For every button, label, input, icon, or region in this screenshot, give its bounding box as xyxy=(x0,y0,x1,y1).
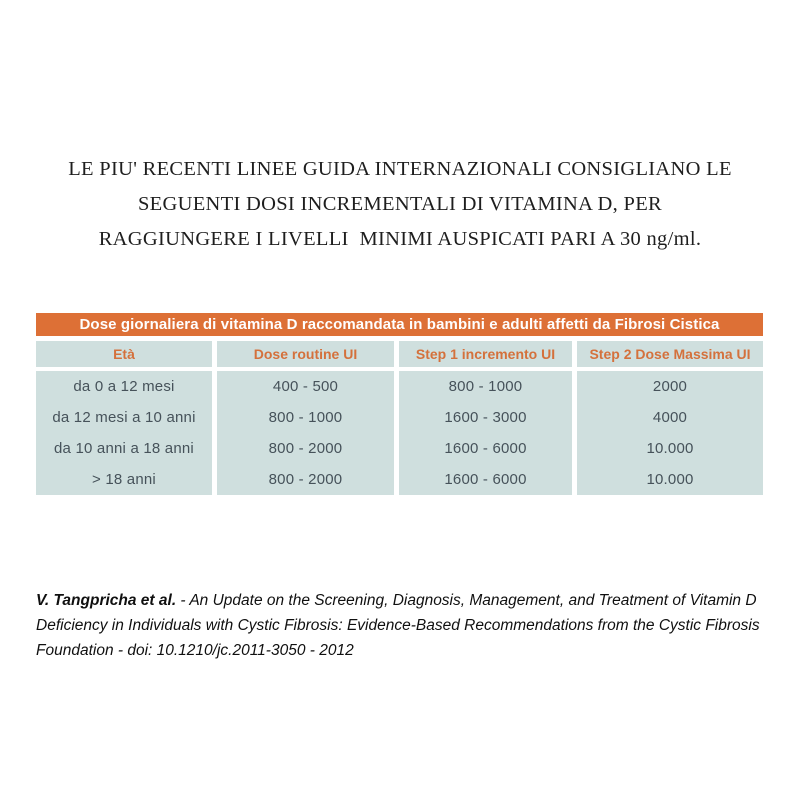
table-cell: 800 - 2000 xyxy=(217,464,394,495)
table-cell: da 12 mesi a 10 anni xyxy=(36,402,212,433)
column-header-step1: Step 1 incremento UI xyxy=(399,341,572,367)
page-title xyxy=(0,152,800,257)
table-cell: 10.000 xyxy=(577,464,763,495)
table-body xyxy=(36,371,763,495)
citation xyxy=(36,588,770,663)
table-cell: 800 - 2000 xyxy=(217,433,394,464)
table-cell: > 18 anni xyxy=(36,464,212,495)
table-banner: Dose giornaliera di vitamina D raccomandata in bambini e adulti affetti da Fibrosi Cistica xyxy=(36,313,763,336)
page-title-line: RAGGIUNGERE I LIVELLI MINIMI AUSPICATI PARI A 30 ng/ml. xyxy=(98,228,702,250)
table-cell: 4000 xyxy=(577,402,763,433)
table-cell: da 0 a 12 mesi xyxy=(36,371,212,402)
citation-text: An Update on the Screening, Diagnosis, Management, and Treatment of Vitamin D Deficiency in Individuals with Cystic Fibrosis: Evidence-Based Recommendations from the Cystic Fibrosis Foundation - doi: 10.1210/jc.2011-3050 - 2012 xyxy=(36,592,760,659)
column-header-eta: Età xyxy=(36,341,212,367)
table-cell: 1600 - 6000 xyxy=(399,464,572,495)
citation-separator: - xyxy=(176,592,190,609)
table-cell: 800 - 1000 xyxy=(399,371,572,402)
column-header-dose-routine: Dose routine UI xyxy=(217,341,394,367)
page-title-line: SEGUENTI DOSI INCREMENTALI DI VITAMINA D, PER xyxy=(137,193,663,215)
table-cell: 400 - 500 xyxy=(217,371,394,402)
citation-authors: V. Tangpricha et al. xyxy=(36,592,177,609)
table-cell: 800 - 1000 xyxy=(217,402,394,433)
column-header-step2: Step 2 Dose Massima UI xyxy=(577,341,763,367)
table-header-row xyxy=(36,341,763,367)
page-title-line: LE PIU' RECENTI LINEE GUIDA INTERNAZIONALI CONSIGLIANO LE xyxy=(68,158,732,180)
table-cell: 2000 xyxy=(577,371,763,402)
table-cell: da 10 anni a 18 anni xyxy=(36,433,212,464)
table-cell: 1600 - 3000 xyxy=(399,402,572,433)
dosage-table xyxy=(36,313,763,495)
table-cell: 1600 - 6000 xyxy=(399,433,572,464)
table-cell: 10.000 xyxy=(577,433,763,464)
